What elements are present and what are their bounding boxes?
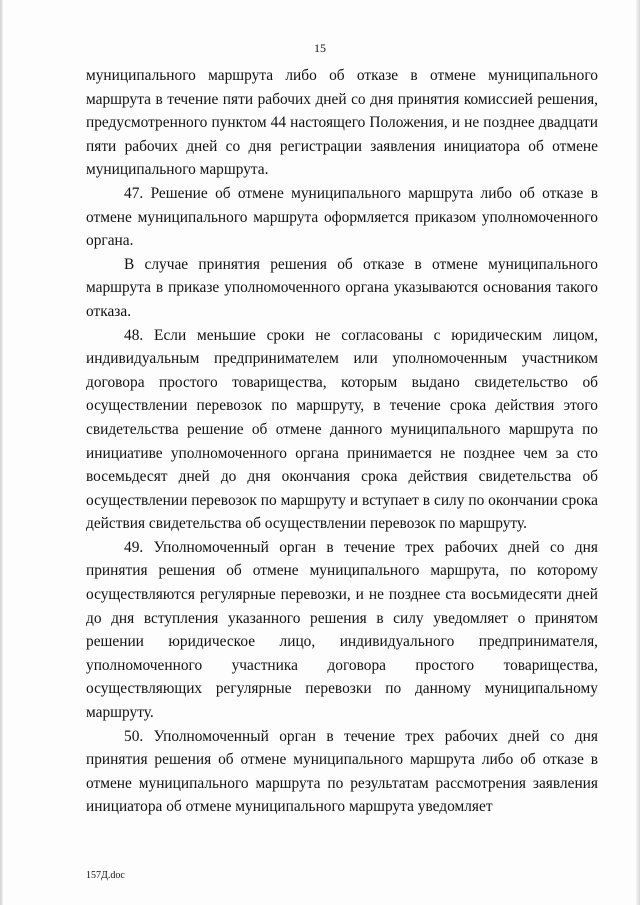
paragraph-49: 49. Уполномоченный орган в течение трех рабочих дней со дня принятия решения об отмене муниципального маршрута, по которому осуществляются регулярные перевозки, и не позднее ста восьмидесяти дней до дня вступления указанного решения в силу уведомляет о принятом решении юридическое лицо, индивидуального предпринимателя, уполномоченного участника договора простого товарищества, осуществляющих регулярные перевозки по данному муниципальному маршруту. xyxy=(86,538,598,722)
scan-edge-left xyxy=(0,0,3,905)
page-number: 15 xyxy=(314,41,326,55)
paragraph-refusal-grounds: В случае принятия решения об отказе в отмене муниципального маршрута в приказе уполномоченного органа указываются основания такого отказа. xyxy=(86,255,598,320)
scan-edge-right xyxy=(636,0,640,905)
document-body xyxy=(86,64,598,819)
paragraph-continuation: муниципального маршрута либо об отказе в отмене муниципального маршрута в течение пяти рабочих дней со дня принятия комиссией решения, предусмотренного пунктом 44 настоящего Положения, и не позднее двадцати пяти рабочих дней со дня регистрации заявления инициатора об отмене муниципального маршрута. xyxy=(86,67,598,179)
paragraph-48: 48. Если меньшие сроки не согласованы с юридическим лицом, индивидуальным предпринимателем или уполномоченным участником договора простого товарищества, которым выдано свидетельство об осуществлении перевозок по маршруту, в течение срока действия этого свидетельства решение об отмене данного муниципального маршрута по инициативе уполномоченного органа принимается не позднее чем за сто восемьдесят дней до дня окончания срока действия свидетельства об осуществлении перевозок по маршруту и вступает в силу по окончании срока действия свидетельства об осуществлении перевозок по маршруту. xyxy=(86,326,598,533)
paragraph-47: 47. Решение об отмене муниципального маршрута либо об отказе в отмене муниципального маршрута оформляется приказом уполномоченного органа. xyxy=(86,184,598,250)
footer-filename: 157Д.doc xyxy=(86,870,125,881)
paragraph-50: 50. Уполномоченный орган в течение трех рабочих дней со дня принятия решения об отмене муниципального маршрута либо об отказе в отмене муниципального маршрута по результатам рассмотрения заявления инициатора об отмене муниципального маршрута уведомляет xyxy=(86,727,598,816)
